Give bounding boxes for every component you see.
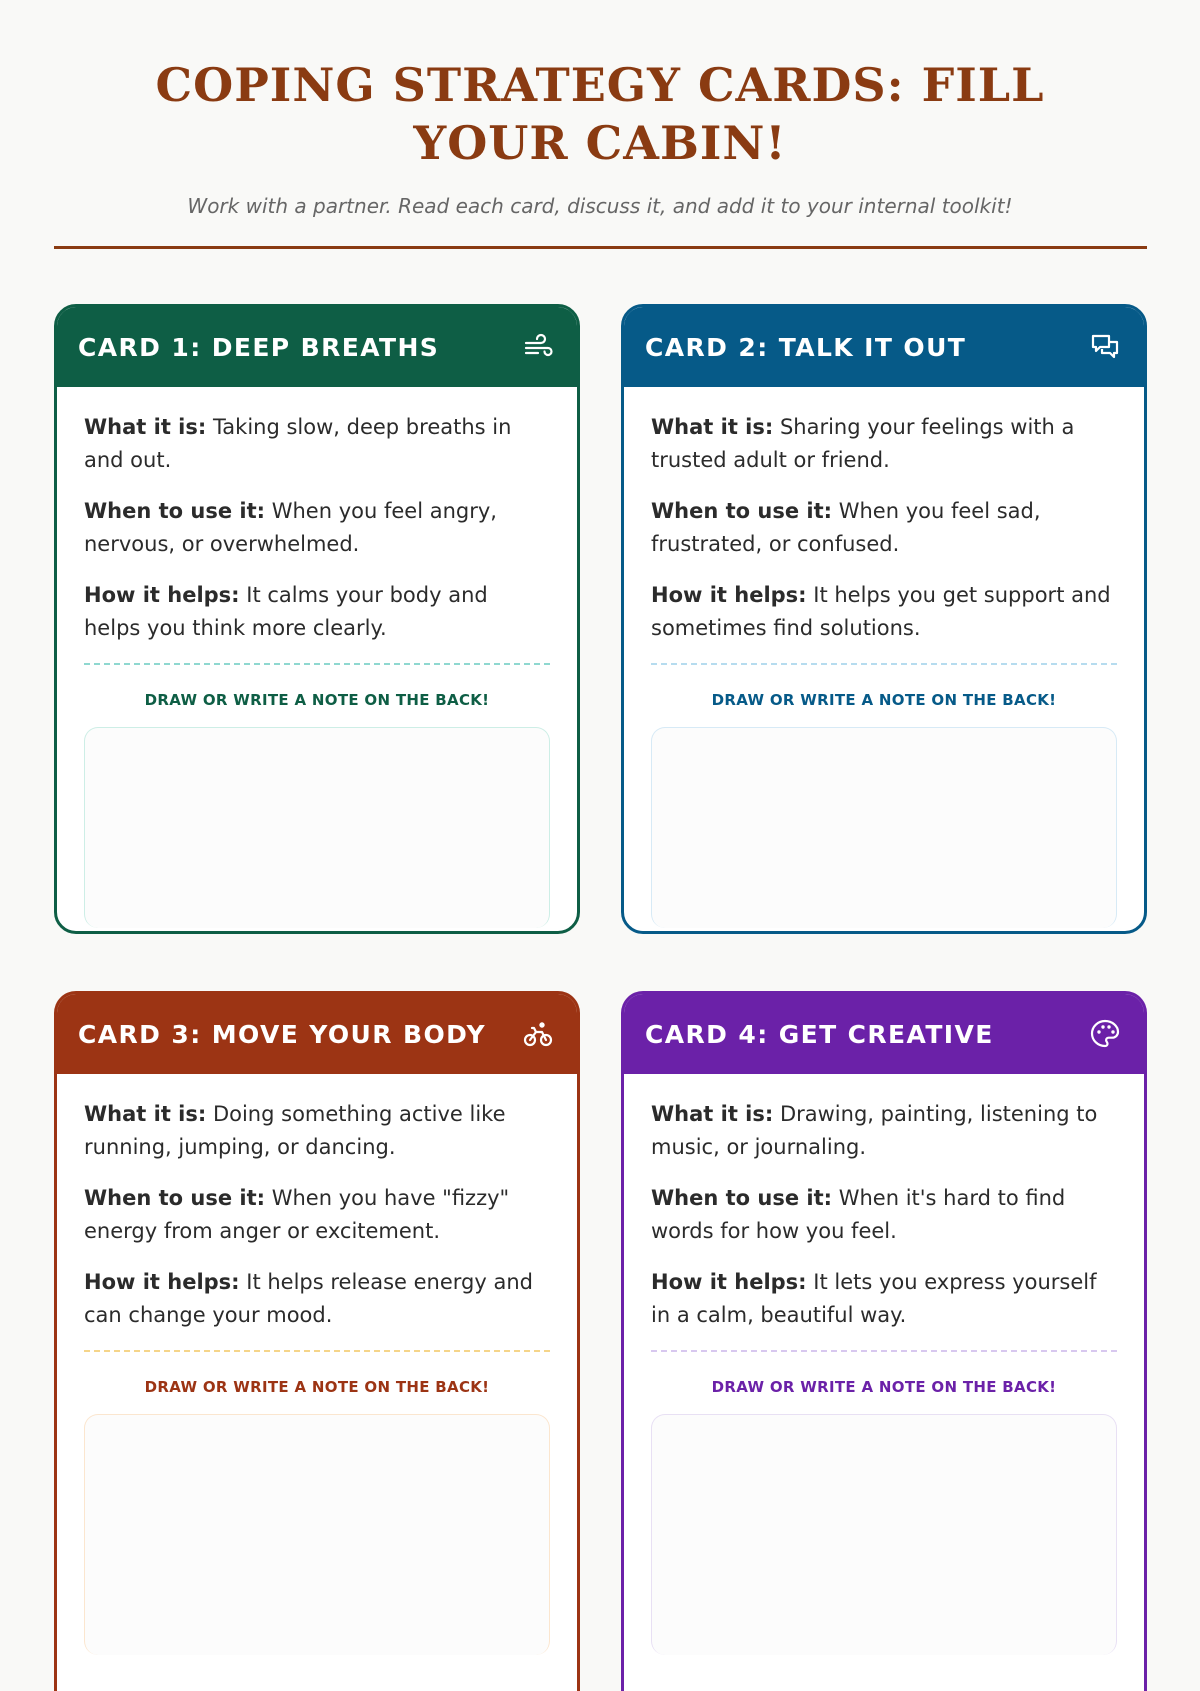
palette-icon: [1088, 1017, 1122, 1051]
card-title: CARD 4: GET CREATIVE: [645, 1019, 994, 1049]
card-divider: [84, 1350, 550, 1352]
card-header: [57, 307, 577, 387]
card-divider: [84, 663, 550, 665]
when-to-use: When to use it: When it's hard to find words for how you feel.: [651, 1186, 1066, 1243]
card-talk-it-out: [621, 304, 1147, 934]
when-to-use: When to use it: When you feel angry, nervous, or overwhelmed.: [84, 499, 497, 556]
what-it-is: What it is: Doing something active like running, jumping, or dancing.: [84, 1102, 506, 1159]
card-header: [624, 994, 1144, 1074]
note-area[interactable]: [84, 1414, 550, 1655]
note-label: DRAW OR WRITE A NOTE ON THE BACK!: [711, 1378, 1057, 1396]
page-header: [0, 0, 1200, 218]
page-title: COPING STRATEGY CARDS: FILL YOUR CABIN!: [155, 58, 1045, 170]
card-move-your-body: [54, 991, 580, 1691]
card-title: CARD 3: MOVE YOUR BODY: [78, 1019, 486, 1049]
what-it-is: What it is: Taking slow, deep breaths in and out.: [84, 415, 512, 472]
bicycle-icon: [521, 1017, 555, 1051]
card-title: CARD 1: DEEP BREATHS: [78, 332, 440, 362]
note-area[interactable]: [651, 1414, 1117, 1655]
note-label: DRAW OR WRITE A NOTE ON THE BACK!: [711, 691, 1057, 709]
note-label: DRAW OR WRITE A NOTE ON THE BACK!: [144, 1378, 490, 1396]
what-it-is: What it is: Drawing, painting, listening to music, or journaling.: [651, 1102, 1098, 1159]
what-it-is: What it is: Sharing your feelings with a trusted adult or friend.: [651, 415, 1075, 472]
how-it-helps: How it helps: It lets you express yourself in a calm, beautiful way.: [651, 1270, 1097, 1327]
when-to-use: When to use it: When you feel sad, frustrated, or confused.: [651, 499, 1041, 556]
chat-icon: [1088, 330, 1122, 364]
note-label: DRAW OR WRITE A NOTE ON THE BACK!: [144, 691, 490, 709]
how-it-helps: How it helps: It helps you get support and sometimes find solutions.: [651, 583, 1111, 640]
card-deep-breaths: [54, 304, 580, 934]
note-area[interactable]: [84, 727, 550, 928]
card-header: [57, 994, 577, 1074]
how-it-helps: How it helps: It helps release energy and can change your mood.: [84, 1270, 533, 1327]
when-to-use: When to use it: When you have "fizzy" energy from anger or excitement.: [84, 1186, 510, 1243]
page-subtitle: Work with a partner. Read each card, discuss it, and add it to your internal toolkit!: [187, 194, 1013, 218]
note-area[interactable]: [651, 727, 1117, 928]
card-divider: [651, 1350, 1117, 1352]
card-header: [624, 307, 1144, 387]
card-get-creative: [621, 991, 1147, 1691]
how-it-helps: How it helps: It calms your body and helps you think more clearly.: [84, 583, 488, 640]
wind-icon: [521, 330, 555, 364]
header-divider: [54, 246, 1147, 249]
card-title: CARD 2: TALK IT OUT: [645, 332, 967, 362]
card-divider: [651, 663, 1117, 665]
